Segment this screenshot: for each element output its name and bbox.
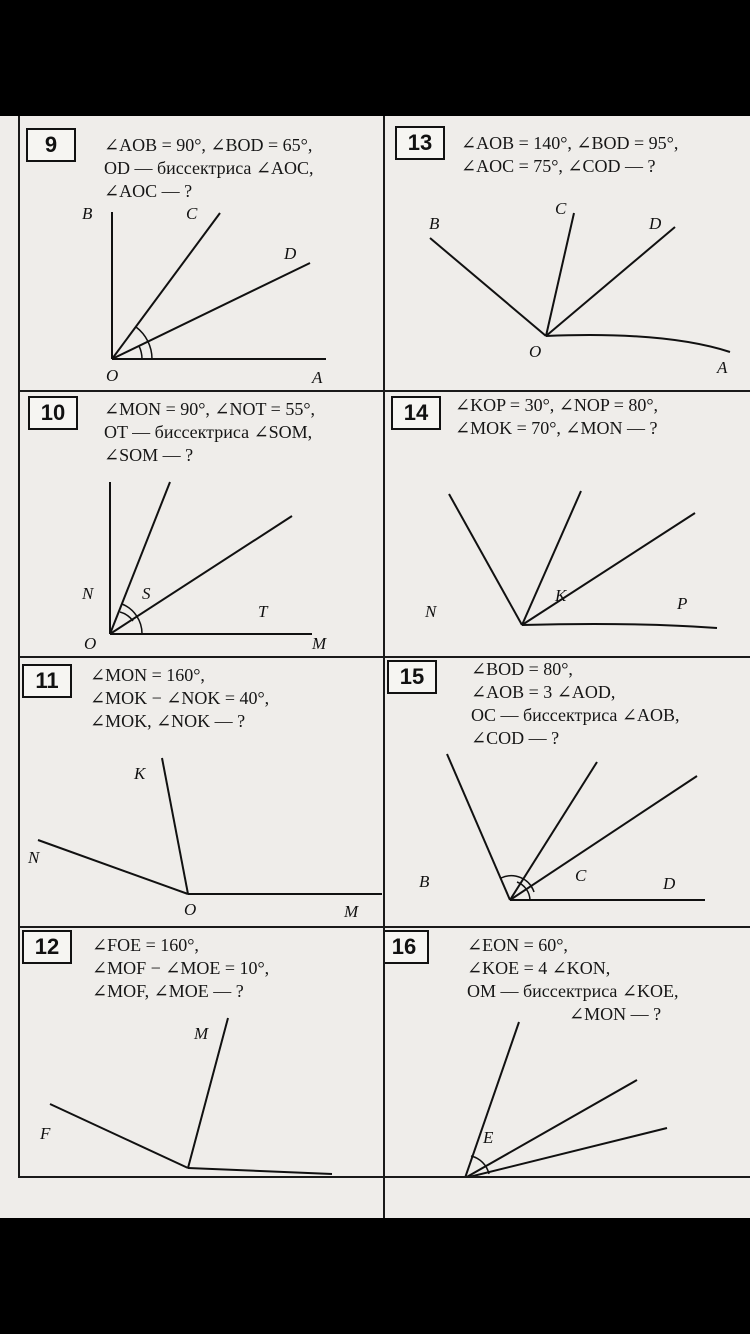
point-label-b: B [419,872,430,891]
statement-line: ∠COD — ? [471,728,560,748]
statement-line: ∠AOB = 3 ∠AOD, [471,682,616,702]
statement-line: ∠MON — ? [569,1004,662,1024]
grid-bottom-border [18,1176,750,1178]
angle-diagram [20,116,383,390]
angle-diagram [385,928,750,1176]
statement-line: ∠MOF − ∠MOE = 10°, [92,958,270,978]
point-label-m: M [194,1024,209,1043]
statement-line: ∠EON = 60°, [467,935,568,955]
problem-10 [20,392,383,656]
angle-diagram [20,392,383,656]
angle-diagram [20,928,383,1176]
statement-line: OT — биссектриса ∠SOM, [104,422,313,442]
statement-line: ∠MON = 160°, [90,665,205,685]
problem-number: 9 [26,128,76,162]
statement-line: ∠MOK, ∠NOK — ? [90,711,246,731]
problem-16 [385,928,750,1176]
point-label-k: K [134,764,146,783]
worksheet-page [0,116,750,1218]
point-label-n: N [425,602,437,621]
point-label-m: M [312,634,327,653]
point-label-m: M [344,902,359,921]
statement-line: ∠SOM — ? [104,445,194,465]
statement-line: OD — биссектриса ∠AOC, [104,158,314,178]
statement-line: ∠FOE = 160°, [92,935,199,955]
statement-line: ∠BOD = 80°, [471,659,573,679]
problem-9 [20,116,383,390]
point-label-a: A [717,358,728,377]
angle-diagram [20,658,383,926]
statement-line: ∠AOC — ? [104,181,193,201]
point-label-c: C [575,866,587,885]
point-label-o: O [106,366,119,385]
point-label-b: B [429,214,440,233]
statement-line: ∠KOE = 4 ∠KON, [467,958,611,978]
point-label-b: B [82,204,93,223]
statement-line: OM — биссектриса ∠KOE, [467,981,679,1001]
point-label-c: C [555,199,567,218]
problem-number: 11 [22,664,72,698]
problem-15 [385,658,750,926]
statement-line: OC — биссектриса ∠AOB, [471,705,680,725]
problem-number: 13 [395,126,445,160]
problem-12 [20,928,383,1176]
statement-line: ∠AOB = 90°, ∠BOD = 65°, [104,135,313,155]
point-label-k: K [555,586,567,605]
point-label-o: O [529,342,542,361]
point-label-a: A [312,368,323,387]
point-label-d: D [663,874,676,893]
statement-line: ∠MOK − ∠NOK = 40°, [90,688,270,708]
point-label-f: F [40,1124,51,1143]
angle-diagram [385,658,750,926]
point-label-s: S [142,584,151,603]
problem-number: 10 [28,396,78,430]
statement-line: ∠MOK = 70°, ∠MON — ? [455,418,658,438]
problem-number: 15 [387,660,437,694]
statement-line: ∠KOP = 30°, ∠NOP = 80°, [455,395,659,415]
point-label-n: N [82,584,94,603]
point-label-t: T [258,602,268,621]
statement-line: ∠AOB = 140°, ∠BOD = 95°, [461,133,679,153]
point-label-d: D [284,244,297,263]
point-label-c: C [186,204,198,223]
problem-11 [20,658,383,926]
problem-number: 12 [22,930,72,964]
statement-line: ∠AOC = 75°, ∠COD — ? [461,156,656,176]
point-label-o: O [84,634,97,653]
point-label-e: E [483,1128,494,1147]
statement-line: ∠MON = 90°, ∠NOT = 55°, [104,399,316,419]
problem-number: 14 [391,396,441,430]
statement-line: ∠MOF, ∠MOE — ? [92,981,244,1001]
problem-14 [385,392,750,656]
angle-diagram [385,116,750,390]
point-label-o: O [184,900,197,919]
point-label-n: N [28,848,40,867]
problem-13 [385,116,750,390]
point-label-p: P [677,594,688,613]
point-label-d: D [649,214,662,233]
angle-diagram [385,392,750,656]
problem-number: 16 [385,930,429,964]
